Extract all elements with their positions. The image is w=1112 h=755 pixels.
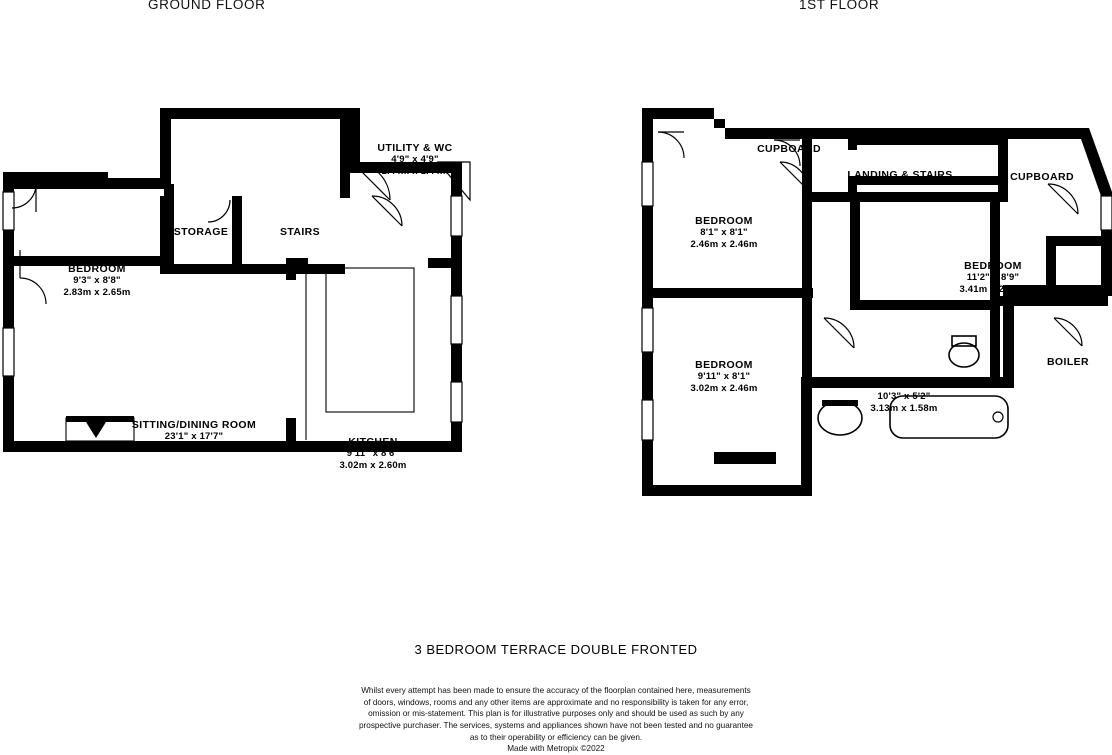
room-label-stairs: STAIRS [279,226,321,238]
disclaimer-line-4: prospective purchaser. The services, systems and appliances shown have not been tested and no guarantee [358,720,753,730]
room-label-storage: STORAGE [173,226,229,238]
disclaimer-line-3: omission or mis-statement. This plan is for illustrative purposes only and should be used as such by any [368,709,744,719]
disclaimer-line-2: of doors, windows, rooms and any other items are approximate and no responsibility is taken for any error, [363,697,749,707]
first-floor-plan [634,100,1112,500]
room-label-landing-stairs: LANDING & STAIRS [847,169,953,181]
disclaimer-line-6: Made with Metropix ©2022 [507,744,605,754]
plan-disclaimer [0,685,1112,755]
room-label-cupboard-2: CUPBOARD [1010,171,1074,183]
ground-floor-title: GROUND FLOOR [148,0,266,12]
room-label-utility-wc: UTILITY & WC 4'9" x 4'9" 1.44m x 1.44m [377,142,453,177]
room-label-bathroom: BATHROOM 10'3" x 5'2" 3.13m x 1.58m [870,379,938,414]
disclaimer-line-5: as to their operability or efficiency can be given. [469,732,643,742]
room-label-bedroom-3: BEDROOM 9'11" x 8'1" 3.02m x 2.46m [690,359,758,394]
room-label-bedroom-1: BEDROOM 11'2" x 8'9" 3.41m x 2.67m [959,260,1027,295]
first-floor-title: 1ST FLOOR [799,0,880,12]
room-label-bedroom-ground: BEDROOM 9'3" x 8'8" 2.83m x 2.65m [63,263,131,298]
room-label-sitting-dining: SITTING/DINING ROOM 23'1" x 17'7" 7.03m x 5.36m [131,419,257,454]
plan-caption: 3 BEDROOM TERRACE DOUBLE FRONTED [414,642,698,657]
room-label-kitchen: KITCHEN 9'11" x 8'6" 3.02m x 2.60m [339,436,407,471]
room-label-cupboard-1: CUPBOARD [757,143,821,155]
disclaimer-line-1: Whilst every attempt has been made to ensure the accuracy of the floorplan contained here, measurements [361,686,751,695]
room-label-bedroom-2: BEDROOM 8'1" x 8'1" 2.46m x 2.46m [690,215,758,250]
room-label-boiler: BOILER [1046,356,1090,368]
